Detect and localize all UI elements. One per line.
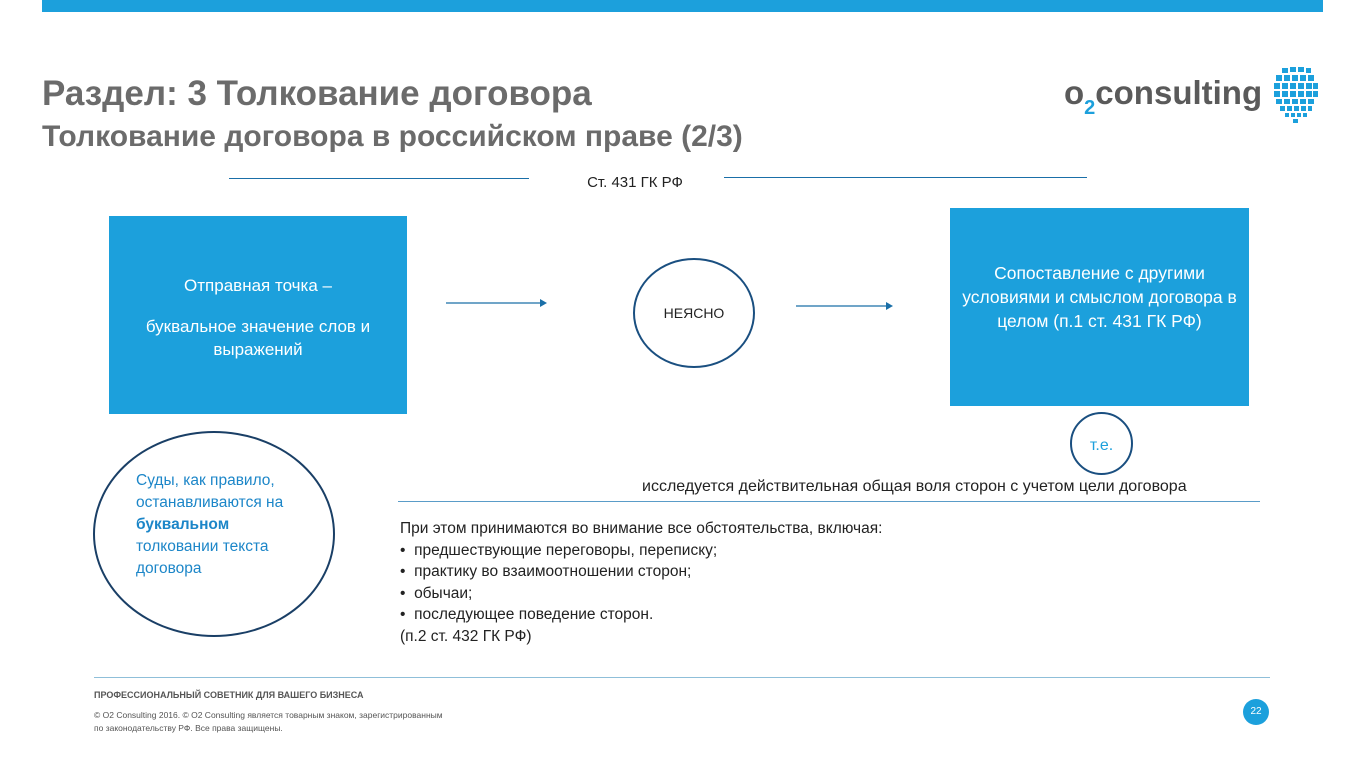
page-number-badge: 22: [1243, 699, 1269, 725]
footer-copyright: © O2 Consulting 2016. © O2 Consulting является товарным знаком, зарегистрированным по законодательству РФ. Все права защищены.: [94, 710, 443, 733]
logo-wordmark: $o_2consulting$: [1064, 74, 1263, 119]
section-title: Раздел: 3 Толкование договора: [42, 74, 592, 113]
globe-grid-icon: [1272, 66, 1320, 124]
literal-meaning-label: буквальное значение слов и выражений: [145, 317, 371, 359]
top-accent-bar: [42, 0, 1323, 12]
list-item: • предшествующие переговоры, переписку;: [400, 541, 718, 559]
header-rule-left: [229, 178, 529, 179]
courts-note-emphasis: буквальном: [136, 516, 230, 533]
footer-slogan: ПРОФЕССИОНАЛЬНЫЙ СОВЕТНИК ДЛЯ ВАШЕГО БИЗНЕСА: [94, 690, 364, 700]
list-item: • обычаи;: [400, 584, 473, 602]
investigated-statement: исследуется действительная общая воля сторон с учетом цели договора: [642, 478, 1187, 495]
unclear-label: НЕЯСНО: [663, 305, 725, 321]
statement-rule: [398, 501, 1260, 502]
slide-subtitle: Толкование договора в российском праве (2/3): [42, 120, 743, 153]
header-rule-right: [724, 177, 1087, 178]
article-label: Ст. 431 ГК РФ: [587, 174, 683, 191]
comparison-box: [950, 208, 1249, 406]
legal-reference: (п.2 ст. 432 ГК РФ): [400, 627, 532, 645]
company-logo: [1064, 66, 1334, 128]
starting-point-label: Отправная точка –: [184, 276, 332, 295]
courts-note: Суды, как правило, останавливаются на буквальном толковании текста договора: [136, 472, 284, 577]
circumstances-block: [400, 518, 882, 647]
circumstances-intro: При этом принимаются во внимание все обстоятельства, включая:: [400, 520, 883, 537]
comparison-label: Сопоставление с другими условиями и смыслом договора в целом (п.1 ст. 431 ГК РФ): [962, 263, 1237, 331]
arrow-right-icon: [792, 299, 902, 313]
starting-point-box: [109, 216, 407, 414]
list-item: • практику во взаимоотношении сторон;: [400, 563, 692, 580]
list-item: • последующее поведение сторон.: [400, 606, 654, 623]
footer-divider: [94, 677, 1270, 678]
that-is-label: т.е.: [1089, 437, 1114, 454]
arrow-right-icon: [440, 296, 550, 310]
